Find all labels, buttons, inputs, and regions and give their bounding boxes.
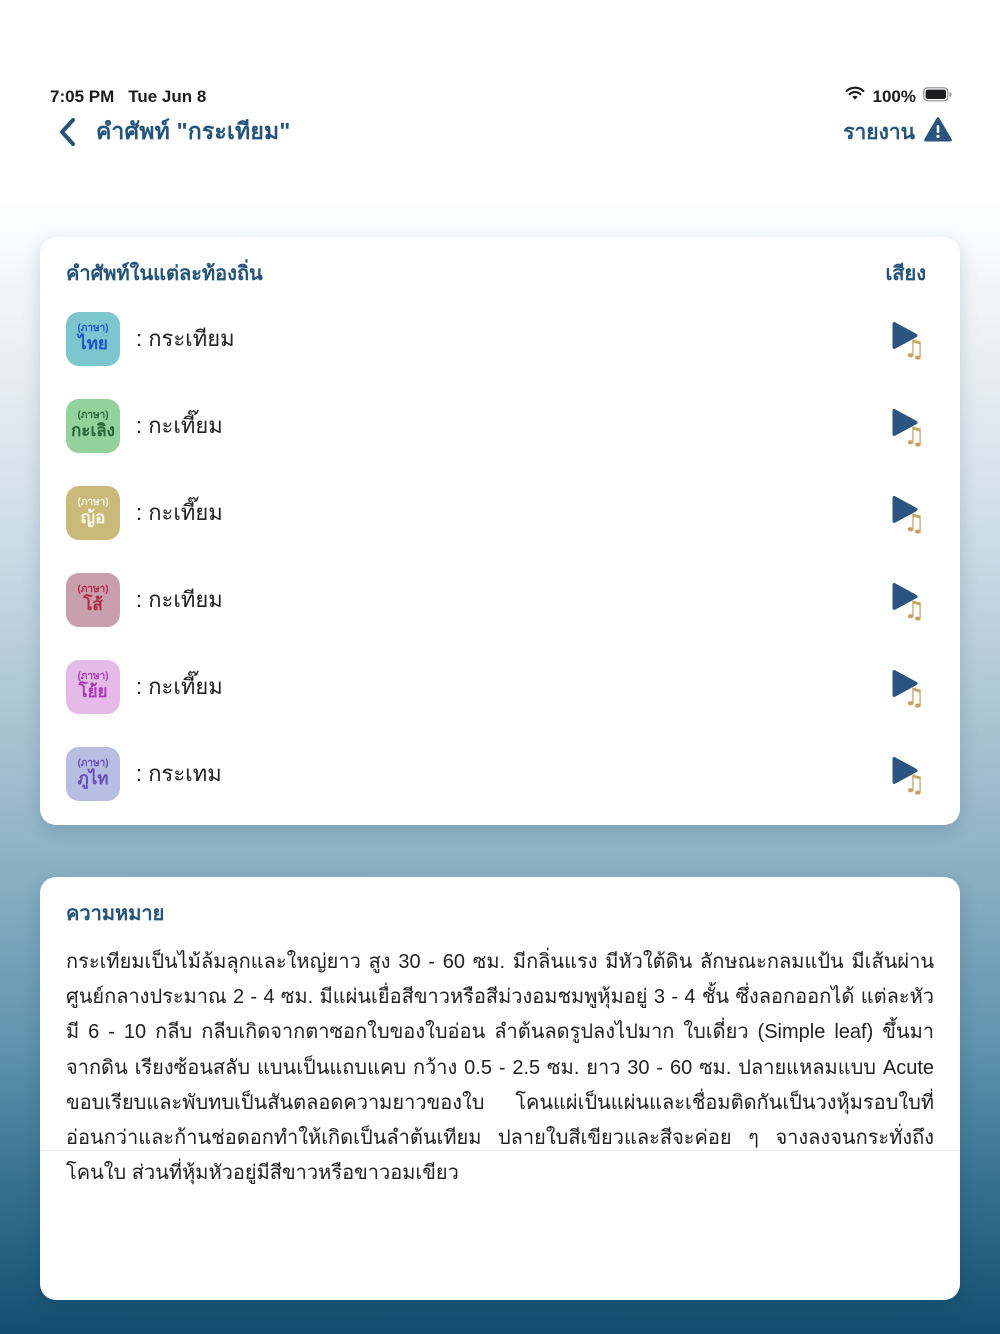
audio-play-button[interactable] bbox=[880, 577, 926, 623]
clock-time: 7:05 PM bbox=[50, 86, 115, 106]
meaning-body: กระเทียมเป็นไม้ล้มลุกและใหญ่ยาว สูง 30 - 60 ซม. มีกลิ่นแรง มีหัวใต้ดิน ลักษณะกลมแป้น มีเส้นผ่านศูนย์กลางประมาณ 2 - 4 ซม. มีแผ่นเยื่อสีขาวหรือสีม่วงอมชมพูหุ้มอยู่ 3 - 4 ชั้น ซึ่งลอกออกได้ แต่ละหัวมี 6 - 10 กลีบ กลีบเกิดจากตาซอกใบของใบอ่อน ลำต้นลดรูปลงไปมาก ใบเดี่ยว (Simple leaf) ขึ้นมาจากดิน เรียงซ้อนสลับ แบนเป็นแถบแคบ กว้าง 0.5 - 2.5 ซม. ยาว 30 - 60 ซม. ปลายแหลมแบบ Acute ขอบเรียบและพับทบเป็นสันตลอดความยาวของใบ โคนแผ่เป็นแผ่นและเชื่อมติดกันเป็นวงหุ้มรอบใบที่อ่อนกว่าและก้านช่อดอกทำให้เกิดเป็นลำต้นเทียม ปลายใบสีเขียวและสีจะค่อย ๆ จางลงจนกระทั่งถึงโคนใบ ส่วนที่หุ้มหัวอยู่มีสีขาวหรือขาวอมเขียว bbox=[66, 951, 934, 1185]
badge-language-prefix: (ภาษา) bbox=[77, 496, 109, 508]
wifi-icon bbox=[844, 86, 866, 107]
language-badge bbox=[66, 573, 120, 627]
status-bar bbox=[50, 86, 952, 107]
language-badge bbox=[66, 312, 120, 366]
audio-play-button[interactable] bbox=[880, 490, 926, 536]
word-row bbox=[66, 295, 934, 382]
battery-icon bbox=[923, 87, 952, 107]
badge-language-prefix: (ภาษา) bbox=[77, 583, 109, 595]
meaning-card bbox=[40, 877, 960, 1300]
music-note-icon: ♫ bbox=[903, 334, 925, 363]
word-row bbox=[66, 730, 934, 817]
status-date: Tue Jun 8 bbox=[128, 86, 207, 106]
local-words-title: คำศัพท์ในแต่ละท้องถิ่น bbox=[66, 263, 263, 285]
language-badge bbox=[66, 747, 120, 801]
music-note-icon: ♫ bbox=[903, 421, 925, 450]
language-badge bbox=[66, 399, 120, 453]
audio-play-button[interactable] bbox=[880, 664, 926, 710]
word-text: : กระเทียม bbox=[136, 326, 235, 351]
nav-bar bbox=[50, 112, 952, 152]
badge-language-name: ไทย bbox=[78, 334, 108, 354]
music-note-icon: ♫ bbox=[903, 769, 925, 798]
word-row bbox=[66, 382, 934, 469]
word-row bbox=[66, 556, 934, 643]
word-row bbox=[66, 469, 934, 556]
word-text: : กะเทียม bbox=[136, 587, 223, 612]
sound-column-label: เสียง bbox=[885, 263, 926, 285]
word-text: : กะเที๊ยม bbox=[136, 674, 223, 699]
badge-language-prefix: (ภาษา) bbox=[77, 322, 109, 334]
badge-language-name: โส้ bbox=[83, 595, 103, 615]
badge-language-name: ภูไท bbox=[77, 769, 109, 789]
meaning-title: ความหมาย bbox=[66, 903, 165, 925]
warning-icon bbox=[924, 117, 952, 147]
word-row bbox=[66, 643, 934, 730]
audio-play-button[interactable] bbox=[880, 751, 926, 797]
back-button[interactable] bbox=[50, 115, 84, 149]
word-text: : กระเทม bbox=[136, 761, 222, 786]
music-note-icon: ♫ bbox=[903, 508, 925, 537]
audio-play-button[interactable] bbox=[880, 316, 926, 362]
audio-play-button[interactable] bbox=[880, 403, 926, 449]
badge-language-name: กะเลิง bbox=[71, 421, 115, 441]
badge-language-name: ญ้อ bbox=[80, 508, 106, 528]
music-note-icon: ♫ bbox=[903, 595, 925, 624]
section-divider bbox=[40, 1150, 960, 1151]
music-note-icon: ♫ bbox=[903, 682, 925, 711]
local-words-card bbox=[40, 237, 960, 825]
badge-language-prefix: (ภาษา) bbox=[77, 670, 109, 682]
language-badge bbox=[66, 660, 120, 714]
local-words-list bbox=[66, 295, 934, 817]
word-text: : กะเที๊ยม bbox=[136, 500, 223, 525]
badge-language-name: โย้ย bbox=[78, 682, 108, 702]
badge-language-prefix: (ภาษา) bbox=[77, 409, 109, 421]
page-title: คำศัพท์ "กระเทียม" bbox=[96, 118, 291, 144]
report-button[interactable] bbox=[843, 116, 952, 149]
badge-language-prefix: (ภาษา) bbox=[77, 757, 109, 769]
word-text: : กะเที๊ยม bbox=[136, 413, 223, 438]
battery-percentage: 100% bbox=[872, 86, 916, 106]
language-badge bbox=[66, 486, 120, 540]
report-label: รายงาน bbox=[843, 120, 915, 144]
